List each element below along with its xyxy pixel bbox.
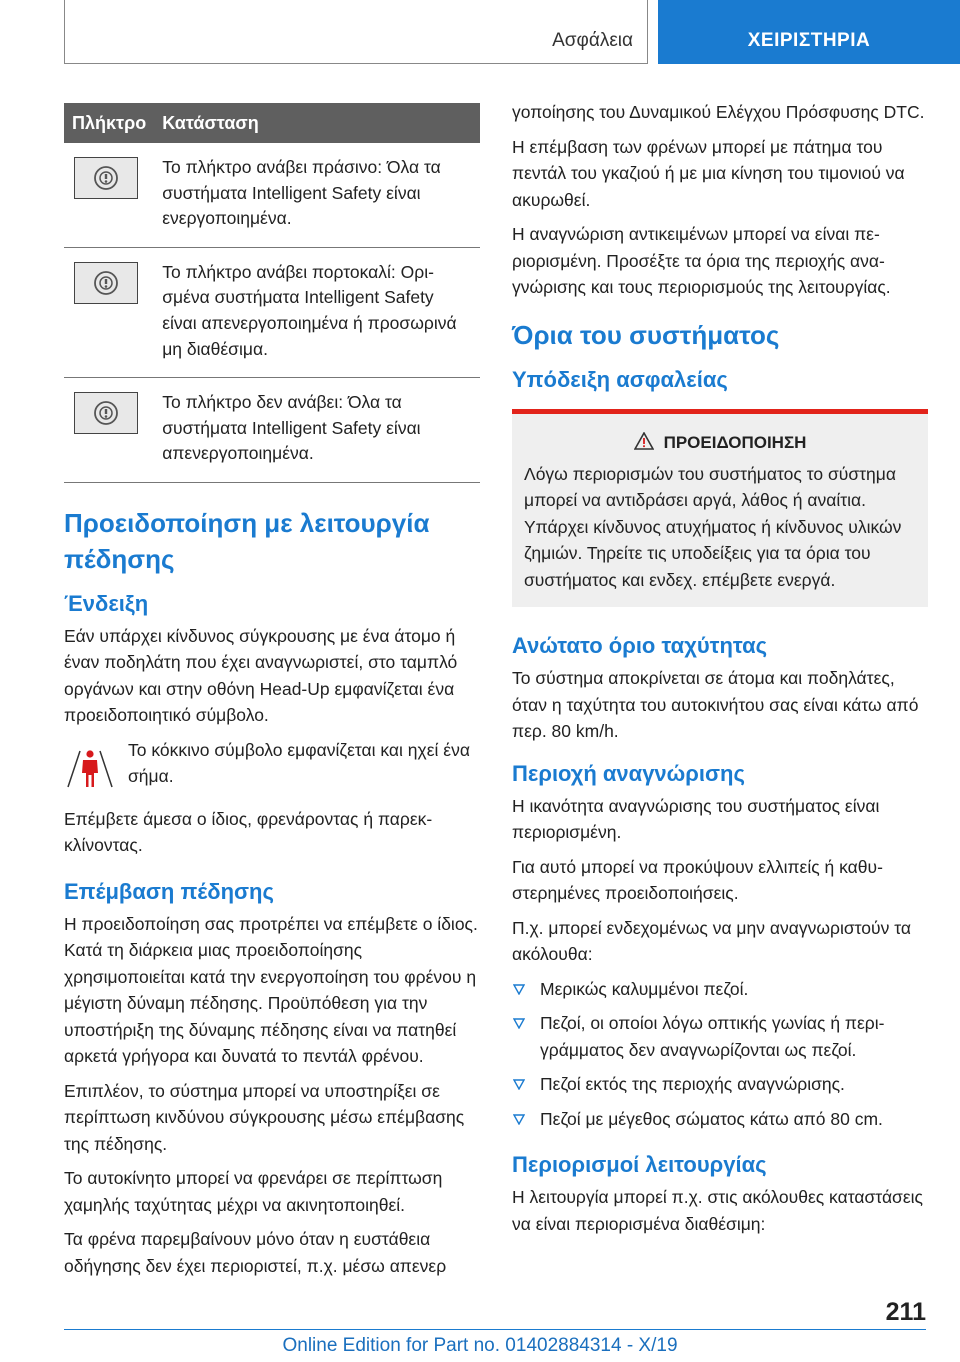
para-speed: Το σύστημα αποκρίνεται σε άτομα και ποδηλάτες, όταν η ταχύτητα του αυτοκινήτου σας είναι κάτω από περ. 80 km/h. xyxy=(512,668,919,741)
table-cell-status: Το πλήκτρο ανάβει πορτοκαλί: Ορισμένα συστήματα Intelligent Safety είναι απενεργοποιημένα ή προσωρινά μη διαθέσιμα. xyxy=(154,247,480,377)
warning-triangle-icon xyxy=(634,432,654,450)
heading-system-limits: Όρια του συστήματος xyxy=(512,319,780,350)
heading-indication: Ένδειξη xyxy=(64,590,149,616)
footer-divider xyxy=(64,1329,926,1330)
undetected-list xyxy=(512,976,928,1133)
para-brake-4: Τα φρένα παρεμβαίνουν μόνο όταν η ευστάθεια οδήγησης δεν έχει περιοριστεί, π.χ. μέσω απενερ xyxy=(64,1229,447,1276)
warning-title: ΠΡΟΕΙΔΟΠΟΙΗΣΗ xyxy=(663,432,807,452)
symbol-description: Το κόκκινο σύμβολο εμφανίζεται και ηχεί ένα σήμα. xyxy=(128,739,470,787)
heading-max-speed: Ανώτατο όριο ταχύτητας xyxy=(512,633,768,658)
para-range-2: Για αυτό μπορεί να προκύψουν ελλιπείς ή καθυστερημένες προειδοποιήσεις. xyxy=(512,856,883,903)
bullet-triangle-icon xyxy=(513,1018,525,1029)
para-restrict: Η λειτουργία μπορεί π.χ. στις ακόλουθες καταστάσεις να είναι περιορισμένα διαθέσιμη: xyxy=(512,1187,923,1234)
header-chapter-tab[interactable] xyxy=(658,0,960,64)
header-section-box xyxy=(64,0,648,64)
bullet-triangle-icon xyxy=(513,1114,525,1125)
header-section-title: Ασφάλεια xyxy=(552,30,633,51)
intelligent-safety-button-icon xyxy=(74,262,138,304)
pedestrian-warning-symbol-row xyxy=(64,737,480,796)
list-item: Μερικώς καλυμμένοι πεζοί. xyxy=(512,976,928,1003)
button-status-table xyxy=(64,103,480,483)
para-act: Επέμβετε άμεσα ο ίδιος, φρενάροντας ή παρεκκλίνοντας. xyxy=(64,808,433,856)
warning-title-row xyxy=(524,432,916,453)
para-brake-3: Το αυτοκίνητο μπορεί να φρενάρει σε περίπτωση χαμηλής ταχύτητας μέχρι να ακινητοποιηθεί. xyxy=(64,1168,443,1215)
list-item: Πεζοί, οι οποίοι λόγω οπτικής γωνίας ή περιγράμματος δεν αναγνωρίζονται ως πεζοί. xyxy=(512,1010,928,1063)
warning-box xyxy=(512,414,928,608)
para-brake-1: Η προειδοποίηση σας προτρέπει να επέμβετε ο ίδιος. Κατά τη διάρκεια μιας προειδοποίησης χρησιμοποιείται κατά την ενεργοποίηση του φρένου η μέγιστη δύναμη πέδησης. Προϋπόθεση για την υποστήριξη της δύναμης πέδησης είναι να πατηθεί αρκετά γρήγορα και δυνατά το πεντάλ φρένου. xyxy=(64,913,478,1067)
list-item: Πεζοί με μέγεθος σώματος κάτω από 80 cm. xyxy=(512,1106,928,1133)
para-cont-2: Η επέμβαση των φρένων μπορεί με πάτημα του πεντάλ του γκαζιού ή με μια κίνηση του τιμονιού να ακυρωθεί. xyxy=(512,136,905,210)
pedestrian-warning-icon xyxy=(64,737,128,796)
table-row xyxy=(64,247,480,377)
heading-brake-intervention: Επέμβαση πέδησης xyxy=(64,878,274,904)
para-indication: Εάν υπάρχει κίνδυνος σύγκρουσης με ένα άτομο ή έναν ποδηλάτη που έχει αναγνωριστεί, στο ταμπλό οργάνων και στην οθόνη Head-Up εμφανίζεται ένα προειδοποιητικό σύμβολο. xyxy=(64,625,458,726)
page-number: 211 xyxy=(885,1298,926,1326)
right-column xyxy=(512,99,928,1245)
heading-safety-note: Υπόδειξη ασφαλείας xyxy=(512,366,728,392)
footer-edition: Online Edition for Part no. 01402884314 - X/19 xyxy=(282,1335,678,1356)
table-header-status: Κατάσταση xyxy=(154,103,480,143)
table-row xyxy=(64,378,480,483)
left-column xyxy=(64,103,480,1287)
para-brake-2: Επιπλέον, το σύστημα μπορεί να υποστηρίξει σε περίπτωση κινδύνου σύγκρουσης μέσω επέμβασης της πέδησης. xyxy=(64,1080,465,1154)
table-row xyxy=(64,143,480,247)
table-cell-status: Το πλήκτρο ανάβει πράσινο: Όλα τα συστήματα Intelligent Safety είναι ενεργοποιημένα. xyxy=(154,143,480,247)
intelligent-safety-button-icon xyxy=(74,157,138,199)
heading-detection-range: Περιοχή αναγνώρισης xyxy=(512,760,745,786)
list-item: Πεζοί εκτός της περιοχής αναγνώρισης. xyxy=(512,1071,928,1098)
bullet-triangle-icon xyxy=(513,1079,525,1090)
para-range-1: Η ικανότητα αναγνώρισης του συστήματος είναι περιορισμένη. xyxy=(512,795,880,842)
header-chapter-title: ΧΕΙΡΙΣΤΗΡΙΑ xyxy=(747,30,871,51)
warning-text: Λόγω περιορισμών του συστήματος το σύστημα μπορεί να αντιδράσει αργά, λάθος ή αναίτια. Υπάρχει κίνδυνος ατυχήματος ή κίνδυνος υλικών ζημιών. Τηρείτε τις υποδείξεις για τα όρια του συστήματος και ενδεχ. επέμβετε ενεργά. xyxy=(524,463,902,590)
table-header-button: Πλήκτρο xyxy=(64,103,154,143)
para-cont-1: γοποίησης του Δυναμικού Ελέγχου Πρόσφυσης DTC. xyxy=(512,102,925,122)
bullet-triangle-icon xyxy=(513,984,525,995)
table-cell-status: Το πλήκτρο δεν ανάβει: Όλα τα συστήματα Intelligent Safety είναι απενεργοποιημένα. xyxy=(154,378,480,483)
para-range-3: Π.χ. μπορεί ενδεχομένως να μην αναγνωριστούν τα ακόλουθα: xyxy=(512,917,912,964)
heading-warning-braking: Προειδοποίηση με λειτουργία πέδησης xyxy=(64,507,430,574)
heading-function-limits: Περιορισμοί λειτουργίας xyxy=(512,1152,767,1177)
intelligent-safety-button-icon xyxy=(74,392,138,434)
para-cont-3: Η αναγνώριση αντικειμένων μπορεί να είναι περιορισμένη. Προσέξτε τα όρια της περιοχής αναγνώρισης και τους περιορισμούς της λειτουργίας. xyxy=(512,224,891,297)
